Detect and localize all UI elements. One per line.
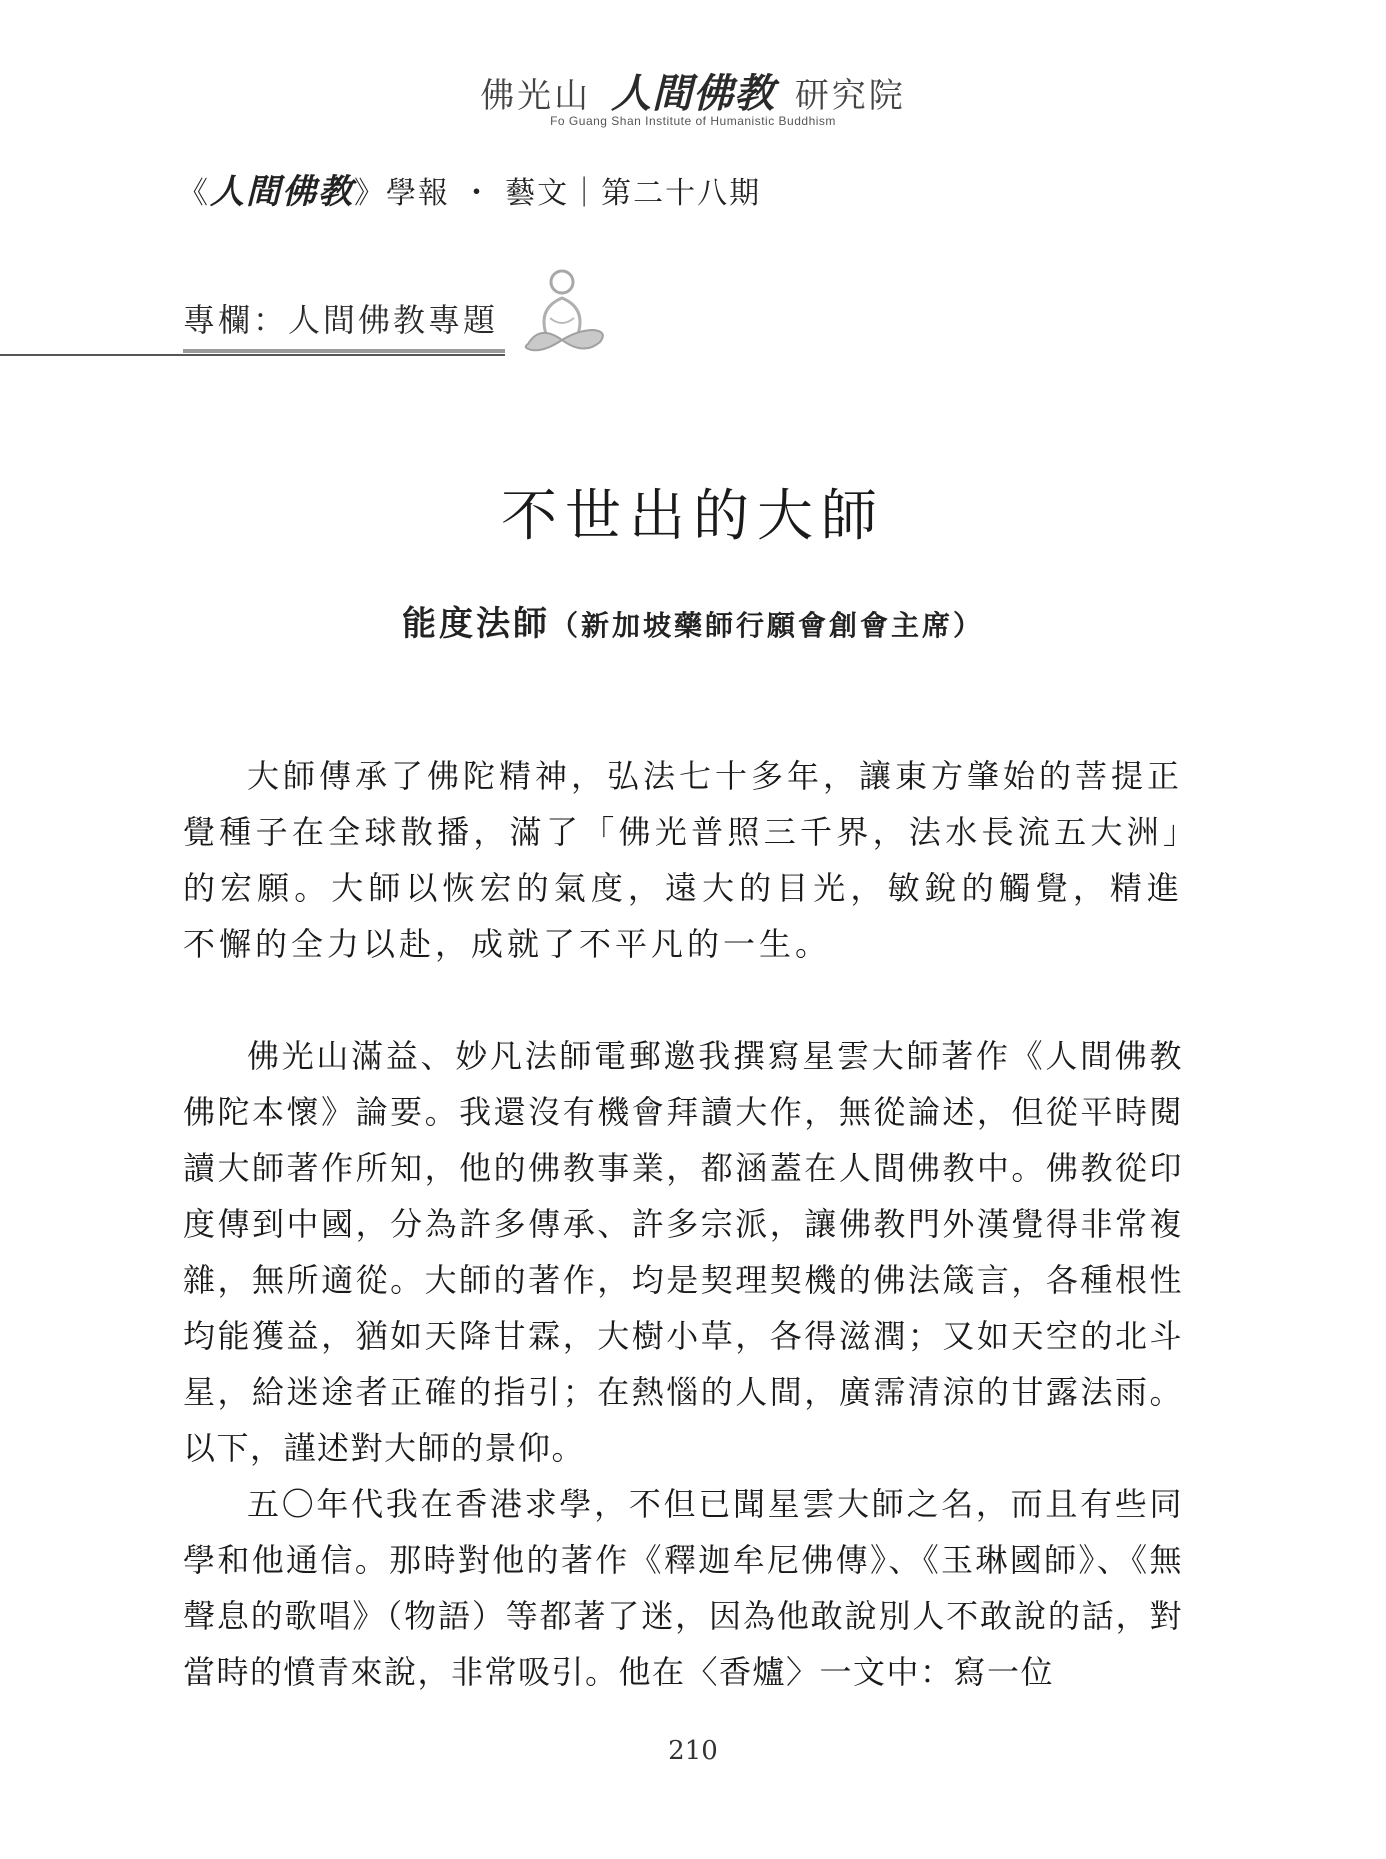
author-name: 能度法師 — [401, 604, 550, 644]
article-author — [0, 596, 1386, 645]
body-paragraph-3: 五〇年代我在香港求學，不但已聞星雲大師之名，而且有些同學和他通信。那時對他的著作《釋迦牟尼佛傳》、《玉琳國師》、《無聲息的歌唱》（物語）等都著了迷，因為他敢說別人不敢說的話，對當時的憤青來說，非常吸引。他在〈香爐〉一文中：寫一位 — [183, 1485, 1183, 1691]
journal-open-quote: 《 — [178, 176, 210, 211]
institute-name — [0, 62, 1386, 119]
institute-brand: 人間佛教 — [611, 70, 775, 117]
page-number: 210 — [668, 1736, 718, 1766]
journal-brand: 人間佛教 — [210, 172, 354, 212]
journal-title — [178, 164, 761, 213]
body-paragraph-1: 大師傳承了佛陀精神，弘法七十多年，讓東方肇始的菩提正覺種子在全球散播，滿了「佛光普照三千界，法水長流五大洲」的宏願。大師以恢宏的氣度，遠大的目光，敏銳的觸覺，精進不懈的全力以赴，成就了不平凡的一生。 — [183, 757, 1184, 963]
column-title: 專欄：人間佛教專題 — [183, 301, 499, 339]
author-affiliation: （新加坡藥師行願會創會主席） — [549, 609, 984, 642]
journal-issue: 》學報 ・ 藝文｜第二十八期 — [354, 176, 762, 211]
header-rule-thick — [183, 349, 505, 353]
meditating-figure-icon — [520, 268, 612, 362]
body-paragraph-2: 佛光山滿益、妙凡法師電郵邀我撰寫星雲大師著作《人間佛教佛陀本懷》論要。我還沒有機會拜讀大作，無從論述，但從平時閱讀大師著作所知，他的佛教事業，都涵蓋在人間佛教中。佛教從印度傳到中國，分為許多傳承、許多宗派，讓佛教門外漢覺得非常複雜，無所適從。大師的著作，均是契理契機的佛法箴言，各種根性均能獲益，猶如天降甘霖，大樹小草，各得滋潤；又如天空的北斗星，給迷途者正確的指引；在熱惱的人間，廣霈清涼的甘露法雨。以下，謹述對大師的景仰。 — [183, 1037, 1183, 1467]
article-title: 不世出的大師 — [501, 484, 885, 549]
institute-suffix: 研究院 — [794, 76, 906, 116]
institute-prefix: 佛光山 — [480, 76, 592, 116]
institute-english-name: Fo Guang Shan Institute of Humanistic Buddhism — [550, 114, 836, 128]
header-rule-thin — [0, 354, 505, 356]
